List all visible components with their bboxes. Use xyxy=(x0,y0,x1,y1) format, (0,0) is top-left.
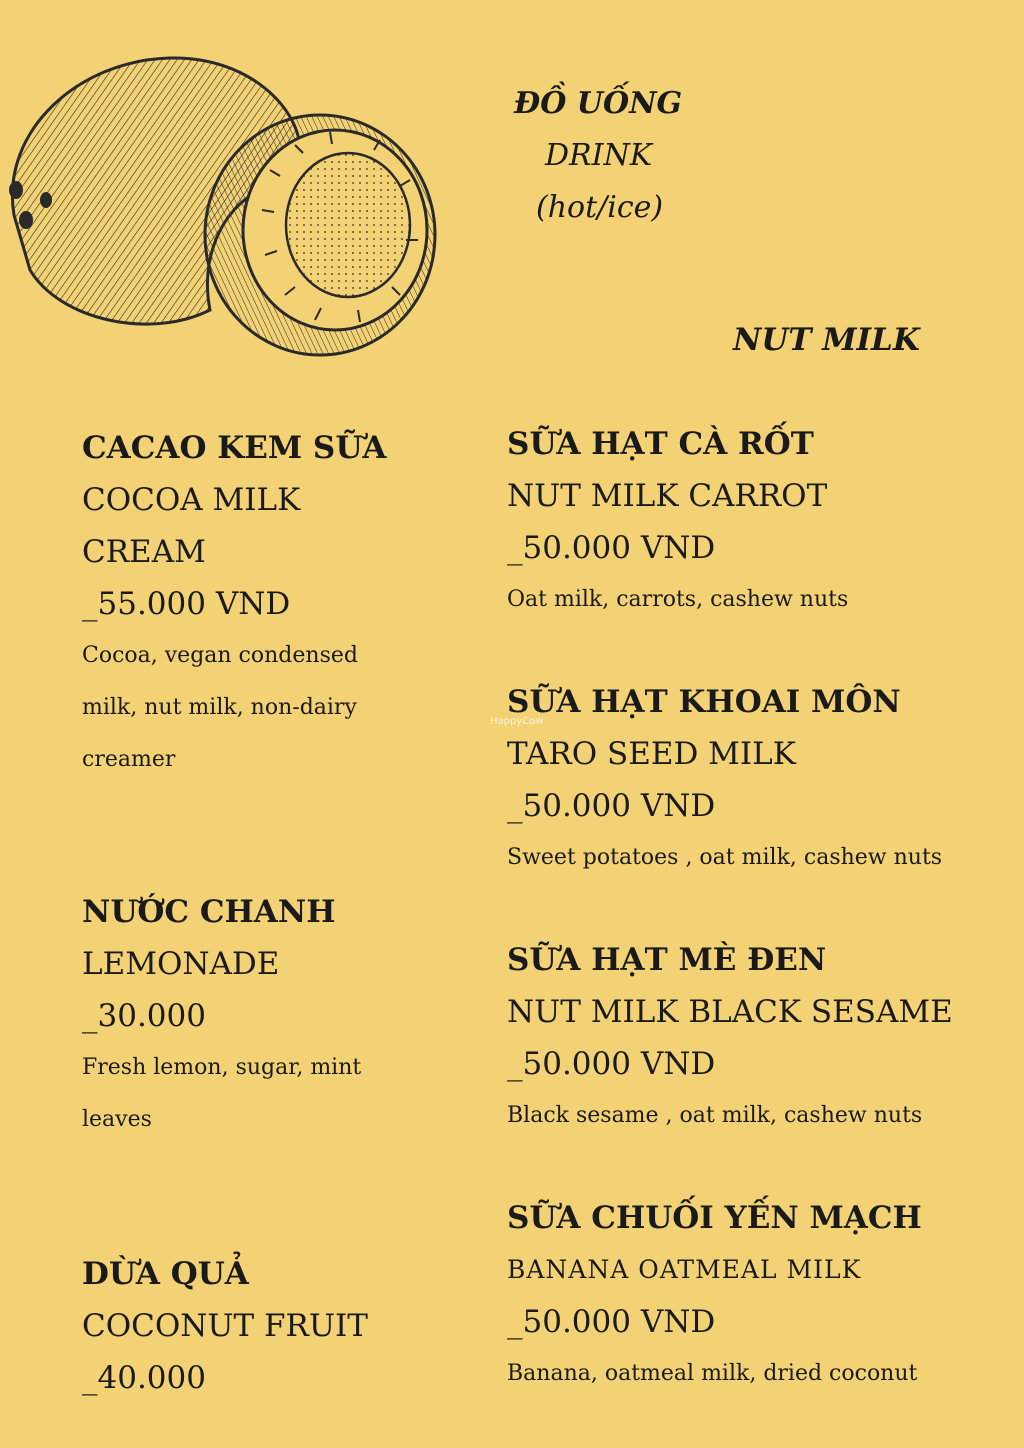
item-name: DỪA QUẢ xyxy=(82,1256,249,1292)
item-price: _30.000 xyxy=(82,998,206,1034)
item-price: _40.000 xyxy=(82,1360,206,1396)
item-name: CACAO KEM SỮA xyxy=(82,430,387,466)
item-description: milk, nut milk, non-dairy xyxy=(82,695,357,720)
item-name: NƯỚC CHANH xyxy=(82,894,336,930)
menu-item-dua-qua xyxy=(82,1248,368,1404)
item-name: SỮA HẠT KHOAI MÔN xyxy=(507,684,901,720)
watermark: HappyCow xyxy=(490,716,544,727)
menu-item-cacao-kem-sua xyxy=(82,422,386,786)
item-english-name: LEMONADE xyxy=(82,946,280,982)
item-description: creamer xyxy=(82,747,176,772)
menu-item-sua-hat-ca-rot xyxy=(507,418,848,626)
item-price: _55.000 VND xyxy=(82,586,291,622)
item-price: _50.000 VND xyxy=(507,530,716,566)
menu-subtitle: (hot/ice) xyxy=(536,190,664,225)
menu-title-en: DRINK xyxy=(545,138,653,173)
item-price: _50.000 VND xyxy=(507,1046,716,1082)
item-description: Cocoa, vegan condensed xyxy=(82,643,358,668)
item-english-name: BANANA OATMEAL MILK xyxy=(507,1255,862,1284)
menu-item-sua-chuoi-yen-mach xyxy=(507,1192,922,1400)
item-english-name: CREAM xyxy=(82,534,206,570)
menu-item-sua-hat-me-den xyxy=(507,934,953,1142)
item-description: Black sesame , oat milk, cashew nuts xyxy=(507,1103,923,1128)
item-description: Banana, oatmeal milk, dried coconut xyxy=(507,1361,918,1386)
item-english-name: NUT MILK BLACK SESAME xyxy=(507,994,953,1030)
menu-title-vn: ĐỒ UỐNG xyxy=(514,86,683,121)
item-name: SỮA HẠT MÈ ĐEN xyxy=(507,942,827,978)
item-price: _50.000 VND xyxy=(507,1304,716,1340)
item-english-name: COCONUT FRUIT xyxy=(82,1308,368,1344)
coconut-icon xyxy=(0,40,440,360)
section-title-nut-milk: NUT MILK xyxy=(733,322,920,358)
item-description: Fresh lemon, sugar, mint xyxy=(82,1055,362,1080)
item-price: _50.000 VND xyxy=(507,788,716,824)
item-english-name: COCOA MILK xyxy=(82,482,301,518)
item-name: SỮA CHUỐI YẾN MẠCH xyxy=(507,1200,922,1236)
item-name: SỮA HẠT CÀ RỐT xyxy=(507,426,814,462)
item-description: Oat milk, carrots, cashew nuts xyxy=(507,587,849,612)
item-description: leaves xyxy=(82,1107,152,1132)
item-english-name: NUT MILK CARROT xyxy=(507,478,828,514)
menu-item-nuoc-chanh xyxy=(82,886,361,1146)
menu-item-sua-hat-khoai-mon xyxy=(507,676,942,884)
item-description: Sweet potatoes , oat milk, cashew nuts xyxy=(507,845,943,870)
item-english-name: TARO SEED MILK xyxy=(507,736,796,772)
